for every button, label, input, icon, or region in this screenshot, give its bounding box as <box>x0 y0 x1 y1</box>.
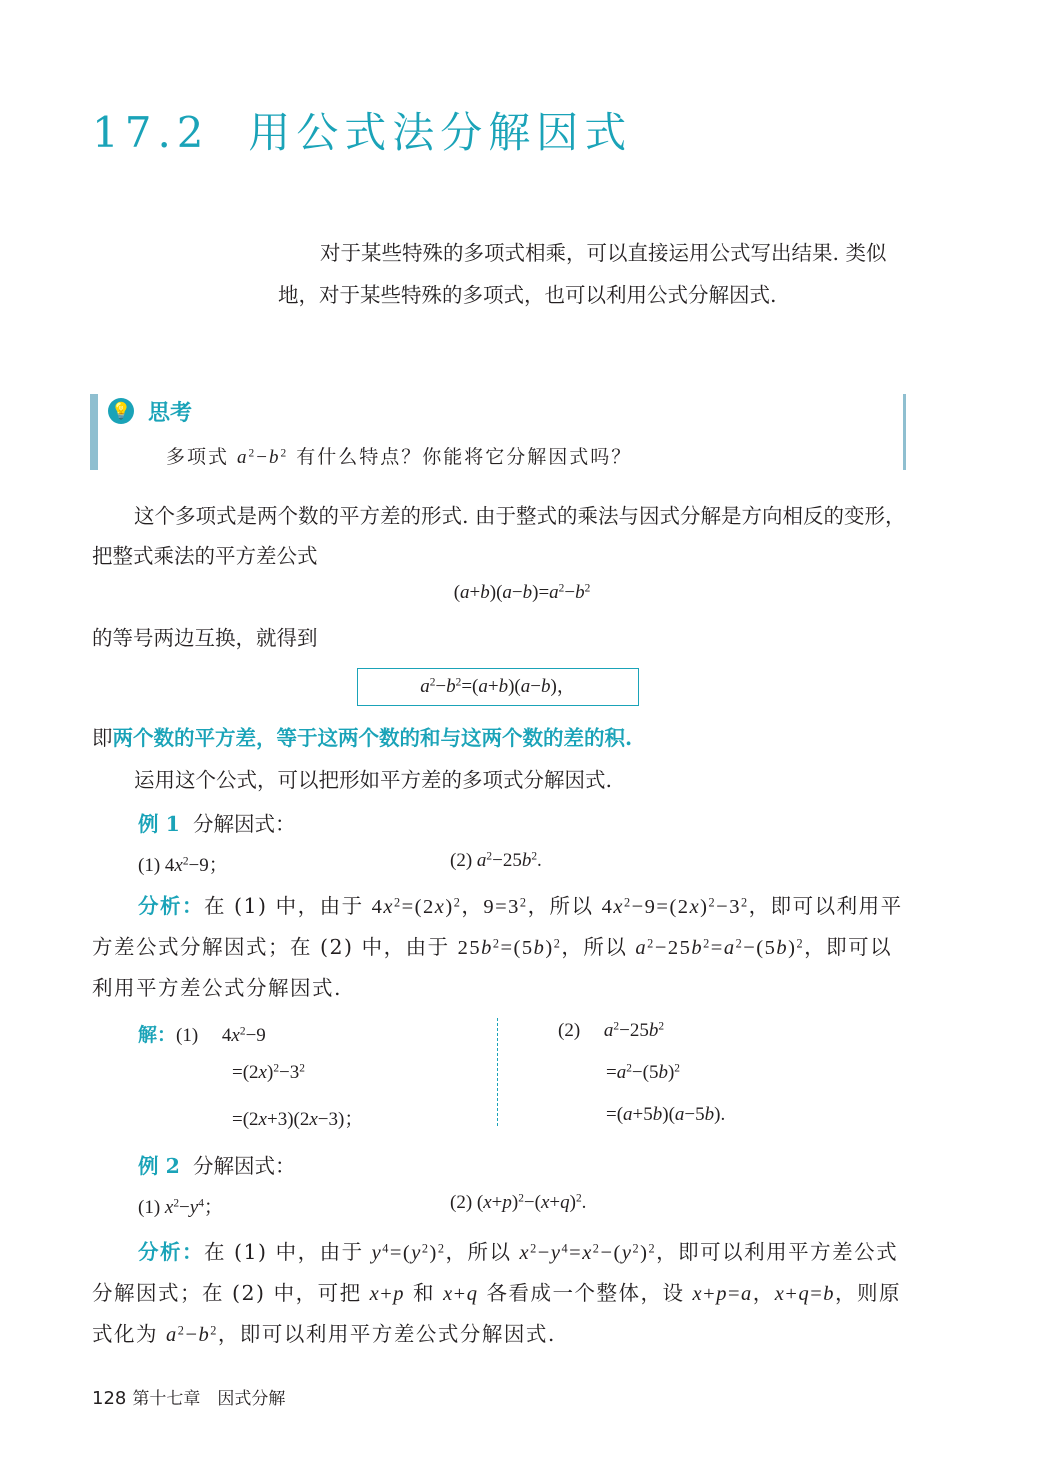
section-title: 17.2 用公式法分解因式 <box>92 108 633 157</box>
intro-paragraph: 对于某些特殊的多项式相乘，可以直接运用公式写出结果. 类似地，对于某些特殊的多项式，也可以利用公式分解因式. <box>278 241 887 307</box>
page-footer <box>92 1384 285 1409</box>
solution2-line1: (2) $a^2-25b^2$ <box>558 1020 665 1041</box>
lightbulb-icon: 💡 <box>108 398 134 424</box>
key-statement: 即两个数的平方差，等于这两个数的和与这两个数的差的积. <box>92 726 633 750</box>
usage-paragraph: 运用这个公式，可以把形如平方差的多项式分解因式. <box>134 768 613 792</box>
solution-divider <box>497 1018 498 1126</box>
solution1-line3: =(2x+3)(2x−3)； <box>232 1109 364 1130</box>
swap-paragraph: 的等号两边互换，就得到 <box>92 626 318 650</box>
example1-header: 例 1 分解因式： <box>138 812 296 836</box>
example1-part1: (1) $4x^2-9$； <box>138 855 228 876</box>
solution2-line3: =(a+5b)(a−5b). <box>606 1104 726 1125</box>
boxed-formula: $a^2-b^2=(a+b)(a-b)$， <box>357 668 639 706</box>
solution1-line1: 解：(1) $4x^2-9$ <box>138 1025 266 1046</box>
analysis1: 分析：在 (1) 中，由于 $4x^2=(2x)^2$，$9=3^2$，所以 $4x^2-9=(2x)^2-3^2$，即可以利用平方差公式分解因式；在 (2) 中，由于 $25b^2=(5b)^2$，所以 $a^2-25b^2=a^2-(5b)^2$，即可以利用平方差公式分解因式. <box>92 894 903 1000</box>
chapter-label: 第十七章 因式分解 <box>132 1389 286 1409</box>
page-number: 128 <box>92 1388 127 1409</box>
example2-header: 例 2 分解因式： <box>138 1154 296 1178</box>
solution1-line2: $=(2x)^2-3^2$ <box>232 1062 305 1083</box>
think-box <box>90 394 906 470</box>
example2-part2: (2) $(x+p)^2-(x+q)^2$. <box>450 1192 587 1213</box>
solution2-line2: $=a^2-(5b)^2$ <box>606 1062 680 1083</box>
think-question: 多项式 $a^2-b^2$ 有什么特点？你能将它分解因式吗？ <box>166 446 633 468</box>
think-left-bar <box>90 394 98 470</box>
think-heading: 思考 <box>148 401 193 426</box>
analysis2: 分析：在 (1) 中，由于 $y^4=(y^2)^2$，所以 $x^2-y^4=x^2-(y^2)^2$，即可以利用平方差公式分解因式；在 (2) 中，可把 x+p 和 x+q 各看成一个整体，设 x+p=a，x+q=b，则原式化为 $a^2-b^2$，即可以利用平方差公式分解因式. <box>92 1240 901 1346</box>
example2-part1: (1) $x^2-y^4$； <box>138 1197 223 1218</box>
product-formula: $(a+b)(a-b)=a^2-b^2$ <box>453 582 591 603</box>
example1-part2: (2) $a^2-25b^2$. <box>450 850 542 871</box>
think-right-bar <box>903 394 906 470</box>
explanation-paragraph: 这个多项式是两个数的平方差的形式. 由于整式的乘法与因式分解是方向相反的变形，把整式乘法的平方差公式 <box>92 504 906 568</box>
